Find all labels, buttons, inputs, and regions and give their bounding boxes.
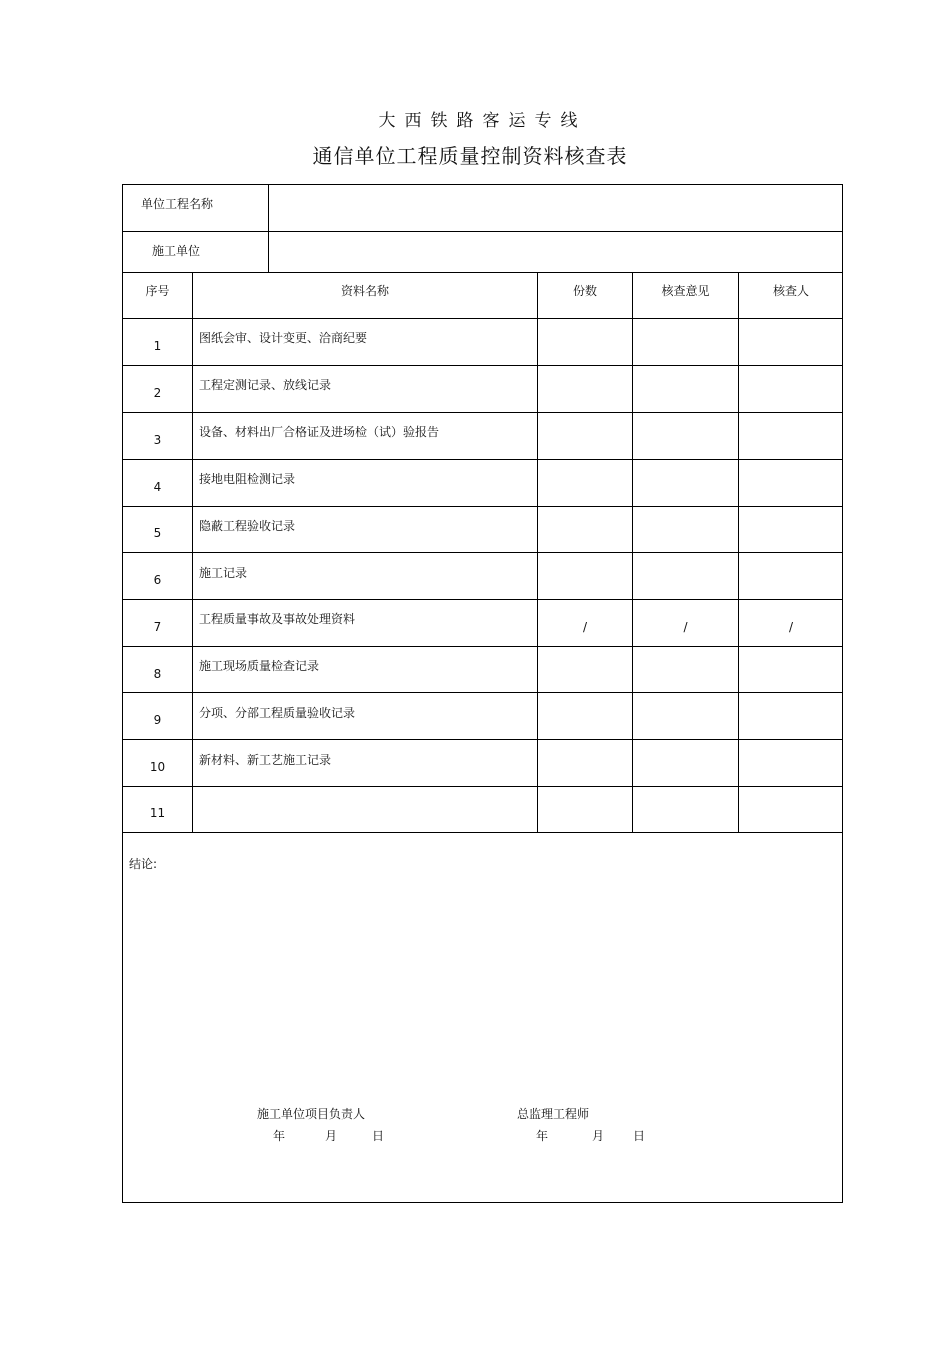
row-divider [123,459,842,460]
document-name-cell: 图纸会审、设计变更、洽商纪要 [199,331,368,345]
row-number: 6 [153,573,162,587]
contractor-label: 施工单位 [152,244,201,258]
document-name-cell: 接地电阻检测记录 [199,472,296,486]
row-divider [123,552,842,553]
column-header-no: 序号 [145,284,170,298]
document-subtitle: 大西铁路客运专线 [378,111,587,131]
document-name-cell: 工程质量事故及事故处理资料 [199,612,356,626]
conclusion-label: 结论: [129,857,158,871]
column-divider [537,272,538,832]
column-header-copies: 份数 [572,284,597,298]
row-number: 5 [153,526,162,540]
column-divider [192,272,193,832]
supervisor-date-day: 日 [633,1129,646,1143]
project-name-label: 单位工程名称 [141,197,214,211]
inspection-form [122,184,843,1203]
row-number: 3 [153,433,162,447]
row-divider [123,692,842,693]
contractor-signer-label: 施工单位项目负责人 [257,1107,366,1121]
row-number: 10 [149,760,166,774]
row-divider [123,365,842,366]
column-header-opinion: 核查意见 [661,284,710,298]
row-divider [123,832,842,833]
row-number: 1 [153,339,162,353]
supervisor-signer-label: 总监理工程师 [517,1107,590,1121]
supervisor-date-month: 月 [592,1129,605,1143]
row-divider [123,739,842,740]
row-number: 2 [153,386,162,400]
column-divider [632,272,633,832]
document-name-cell: 施工记录 [199,566,248,580]
contractor-date-day: 日 [372,1129,385,1143]
column-divider [268,185,269,272]
document-name-cell: 分项、分部工程质量验收记录 [199,706,356,720]
row-number: 7 [153,620,162,634]
document-name-cell: 新材料、新工艺施工记录 [199,753,332,767]
row-divider [123,231,842,232]
document-name-cell: 隐蔽工程验收记录 [199,519,296,533]
row-divider [123,272,842,273]
supervisor-date-year: 年 [536,1129,549,1143]
document-name-cell: 工程定测记录、放线记录 [199,378,332,392]
row-divider [123,412,842,413]
column-header-name: 资料名称 [340,284,389,298]
row-divider [123,786,842,787]
opinion-cell[interactable]: / [683,620,688,634]
column-divider [738,272,739,832]
row-divider [123,506,842,507]
row-number: 9 [153,713,162,727]
contractor-date-month: 月 [325,1129,338,1143]
row-divider [123,646,842,647]
row-number: 11 [149,806,166,820]
row-divider [123,599,842,600]
document-name-cell: 设备、材料出厂合格证及进场检（试）验报告 [199,425,440,439]
row-divider [123,318,842,319]
document-name-cell: 施工现场质量检查记录 [199,659,320,673]
contractor-date-year: 年 [273,1129,286,1143]
checker-cell[interactable]: / [788,620,794,634]
row-number: 4 [153,480,162,494]
copies-cell[interactable]: / [582,620,588,634]
row-number: 8 [153,667,162,681]
document-title: 通信单位工程质量控制资料核查表 [312,144,628,168]
column-header-checker: 核查人 [772,284,809,298]
